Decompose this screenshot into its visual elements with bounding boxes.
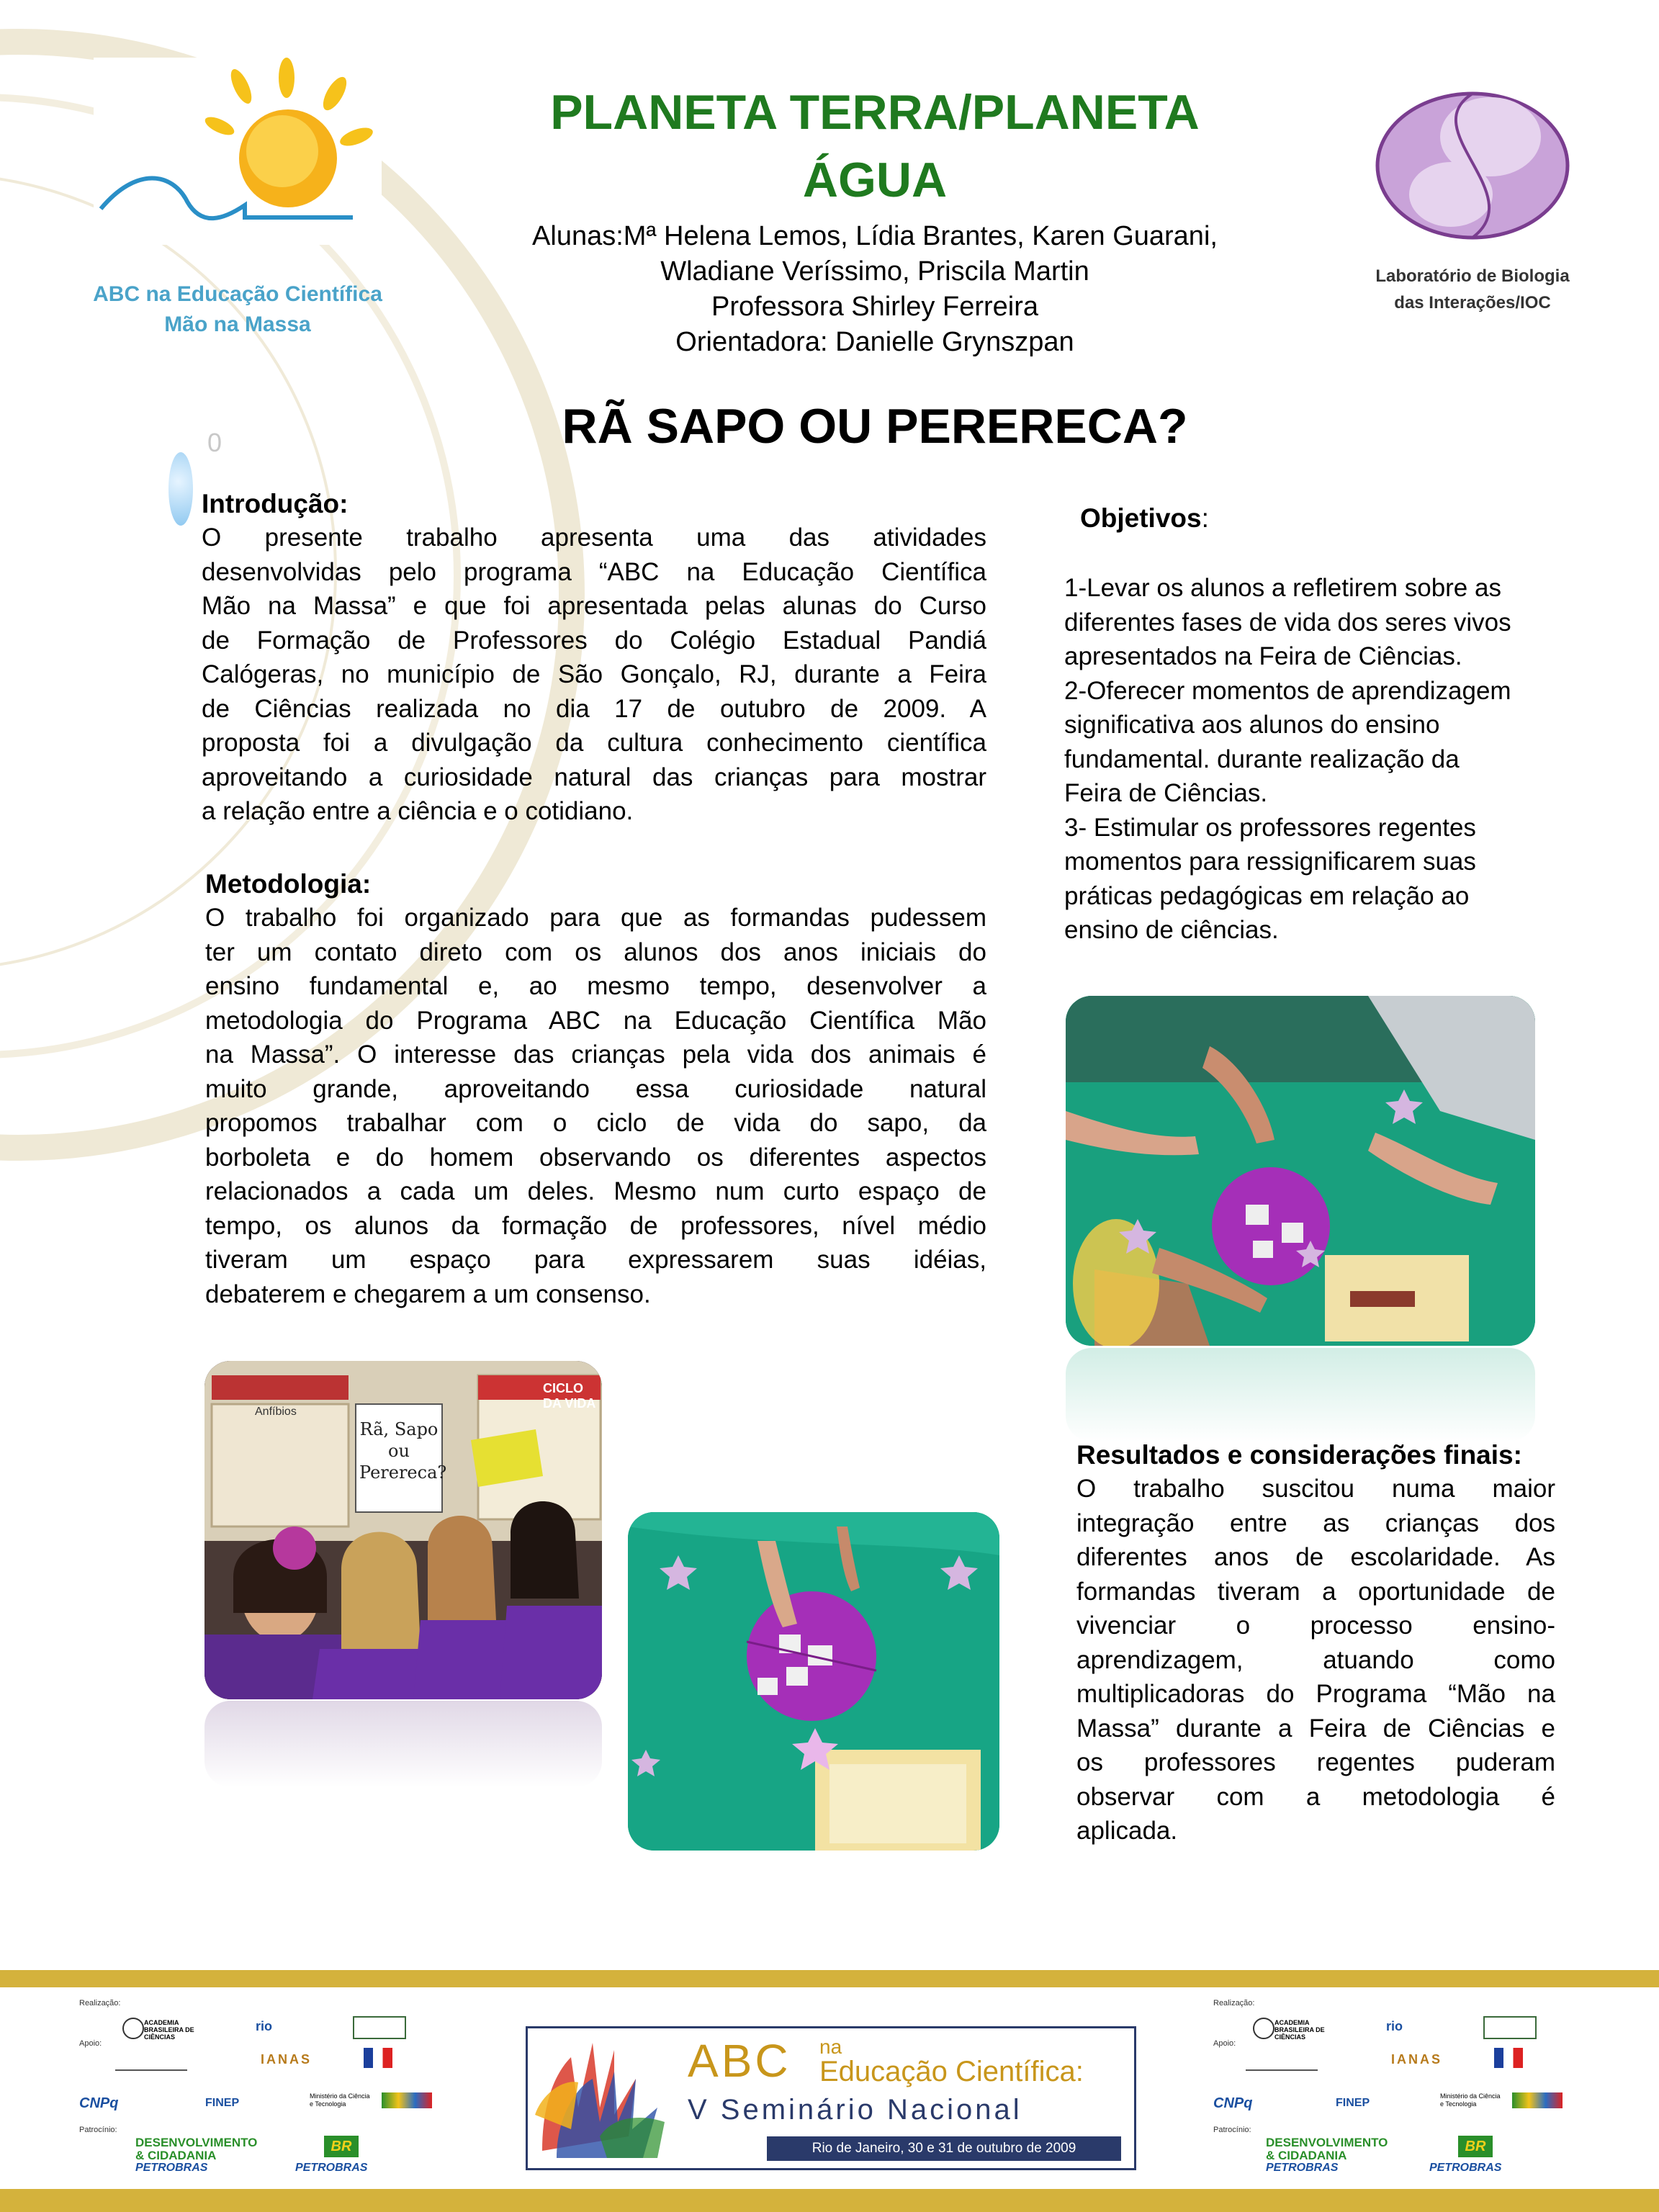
objetivos-line: 2-Oferecer momentos de aprendizagem — [1064, 676, 1511, 705]
authors-line-1: Alunas:Mª Helena Lemos, Lídia Brantes, Karen Guarani, — [532, 221, 1218, 251]
resultados-line: aprendizagem, atuando como — [1076, 1645, 1555, 1674]
decorative-oval — [168, 452, 193, 526]
resultados-line: integração entre as crianças dos — [1076, 1509, 1555, 1537]
photo-disc-table — [628, 1512, 999, 1851]
finep-logo: FINEP — [205, 2097, 240, 2109]
objetivos-line: momentos para ressignificarem suas — [1064, 848, 1476, 876]
academia-logo-right — [1253, 2018, 1339, 2039]
br-logo: BR — [324, 2136, 359, 2157]
objetivos-heading — [1080, 501, 1209, 536]
objetivos-line: diferentes fases de vida dos seres vivos — [1064, 608, 1511, 637]
metodologia-line: ter um contato direto com os alunos dos anos iniciais do — [205, 938, 986, 966]
objetivos-line: significativa aos alunos do ensino — [1064, 711, 1440, 739]
cnpq-logo: CNPq — [79, 2095, 119, 2111]
banner-date: Rio de Janeiro, 30 e 31 de outubro de 2009 — [811, 2141, 1076, 2156]
metodologia-line: tiveram um espaço para expressarem suas idéias, — [205, 1246, 986, 1274]
banner-abc: ABC — [688, 2035, 791, 2087]
metodologia-line: relacionados a cada um deles. Mesmo num curto espaço de — [205, 1177, 986, 1205]
cidadania-text-right: & CIDADANIA — [1266, 2149, 1347, 2162]
resultados-line: Massa” durante a Feira de Ciências e — [1076, 1714, 1555, 1743]
apoio-label-right: Apoio: — [1213, 2039, 1236, 2048]
right-logo-caption-2: das Interações/IOC — [1394, 293, 1551, 313]
brasil-logo-right — [1512, 2092, 1563, 2108]
page-title-line2: ÁGUA — [802, 153, 948, 207]
banner-educacao: Educação Científica: — [819, 2056, 1084, 2087]
metodologia-line: ensino fundamental e, ao mesmo tempo, desenvolver a — [205, 972, 986, 1000]
intro-text — [202, 521, 986, 829]
petrobras-text-right-1: PETROBRAS — [1266, 2162, 1339, 2174]
realizacao-label-right: Realização: — [1213, 1999, 1255, 2008]
resultados-line: formandas tiveram a oportunidade de — [1076, 1577, 1555, 1606]
metodologia-line: borboleta e do homem observando os diferentes aspectos — [205, 1143, 986, 1172]
metodologia-line: na Massa”. O interesse das crianças pela vida dos animais é — [205, 1040, 986, 1069]
footer-gold-top — [0, 1970, 1659, 1987]
authors-line-2: Wladiane Veríssimo, Priscila Martin — [660, 256, 1089, 287]
brasil-logo — [382, 2092, 432, 2108]
cnpq-logo-right: CNPq — [1213, 2095, 1253, 2111]
apoio-label: Apoio: — [79, 2039, 102, 2048]
objetivos-line: 3- Estimular os professores regentes — [1064, 813, 1476, 842]
seminario-banner — [526, 2026, 1136, 2170]
finep-logo-right: FINEP — [1336, 2097, 1370, 2109]
intro-line: desenvolvidas pelo programa “ABC na Educação Científica — [202, 557, 986, 586]
gov-logo-right — [1483, 2016, 1537, 2039]
intro-line: Mão na Massa” e que foi apresentada pelas alunas do Curso — [202, 592, 986, 620]
intro-line: proposta foi a divulgação da cultura conhecimento científica — [202, 729, 986, 757]
footer-gold-bottom — [0, 2189, 1659, 2212]
lab-biologia-logo — [1372, 86, 1573, 245]
left-logo-caption-1: ABC na Educação Científica — [93, 282, 382, 306]
intro-heading: Introdução: — [202, 489, 349, 518]
intro-line: de Formação de Professores do Colégio Estadual Pandiá — [202, 626, 986, 655]
academia-logo — [122, 2018, 209, 2039]
flag-logo-right — [1494, 2048, 1523, 2068]
objetivos-line: apresentados na Feira de Ciências. — [1064, 642, 1462, 670]
right-logo-caption-1: Laboratório de Biologia — [1375, 266, 1570, 286]
petrobras-text-right-2: PETROBRAS — [1429, 2162, 1502, 2174]
resultados-heading: Resultados e considerações finais: — [1076, 1440, 1522, 1470]
objetivos-heading-colon: : — [1201, 503, 1209, 533]
objetivos-line: ensino de ciências. — [1064, 916, 1279, 944]
metodologia-text — [205, 901, 986, 1311]
resultados-line: aplicada. — [1076, 1817, 1178, 1845]
objetivos-heading-text: Objetivos — [1080, 503, 1202, 533]
left-logo-caption-2: Mão na Massa — [164, 313, 311, 336]
fundacao-logo — [115, 2052, 187, 2071]
rio-logo: rio — [256, 2019, 273, 2033]
patrocinio-label: Patrocínio: — [79, 2126, 117, 2134]
main-title: RÃ SAPO OU PERERECA? — [562, 399, 1188, 454]
stray-char: 0 — [207, 428, 222, 457]
petrobras-text-1: PETROBRAS — [135, 2162, 208, 2174]
objetivos-text — [1064, 571, 1611, 948]
intro-line: de Ciências realizada no dia 17 de outubro de 2009. A — [202, 694, 986, 723]
photo-hands-table — [1066, 996, 1535, 1346]
metodologia-line: debaterem e chegarem a um consenso. — [205, 1280, 651, 1308]
metodologia-line: muito grande, aproveitando essa curiosidade natural — [205, 1074, 986, 1103]
desenvolvimento-text-right: DESENVOLVIMENTO — [1266, 2136, 1388, 2149]
patrocinio-label-right: Patrocínio: — [1213, 2126, 1251, 2134]
resultados-line: diferentes anos de escolaridade. As — [1076, 1543, 1555, 1571]
metodologia-heading: Metodologia: — [205, 869, 372, 899]
resultados-line: os professores regentes puderam — [1076, 1748, 1555, 1776]
metodologia-line: O trabalho foi organizado para que as formandas pudessem — [205, 904, 986, 932]
sign-anfibios: Anfíbios — [255, 1406, 297, 1418]
intro-line: aproveitando a curiosidade natural das crianças para mostrar — [202, 763, 986, 791]
sign-ciclo: CICLO DA VIDA — [543, 1381, 596, 1411]
banner-seminario: V Seminário Nacional — [688, 2094, 1022, 2126]
gov-logo — [353, 2016, 406, 2039]
objetivos-line: 1-Levar os alunos a refletirem sobre as — [1064, 574, 1501, 602]
sign-ra-sapo: Rã, Sapo ou Perereca? — [359, 1419, 447, 1483]
sponsor-block-left — [79, 1999, 482, 2186]
metodologia-line: propomos trabalhar com o ciclo de vida do sapo, da — [205, 1109, 986, 1137]
metodologia-line: metodologia do Programa ABC na Educação Científica Mão — [205, 1006, 986, 1035]
metodologia-line: tempo, os alunos da formação de professores, nível médio — [205, 1211, 986, 1240]
flag-logo — [364, 2048, 392, 2068]
page-title-line1: PLANETA TERRA/PLANETA — [550, 85, 1200, 140]
resultados-line: O trabalho suscitou numa maior — [1076, 1475, 1555, 1503]
cidadania-text: & CIDADANIA — [135, 2149, 217, 2162]
desenvolvimento-text: DESENVOLVIMENTO — [135, 2136, 258, 2149]
authors-line-3: Professora Shirley Ferreira — [711, 292, 1039, 322]
br-logo-right: BR — [1458, 2136, 1493, 2157]
lanas-logo-right: IANAS — [1391, 2052, 1443, 2067]
sun-icon — [202, 58, 375, 207]
intro-line: a relação entre a ciência e o cotidiano. — [202, 797, 634, 825]
abc-mao-na-massa-logo — [94, 58, 382, 245]
hands-logo — [528, 2028, 672, 2164]
objetivos-line: Feira de Ciências. — [1064, 779, 1268, 807]
realizacao-label: Realização: — [79, 1999, 121, 2008]
intro-line: Calógeras, no município de São Gonçalo, RJ, durante a Feira — [202, 660, 986, 688]
authors-line-4: Orientadora: Danielle Grynszpan — [675, 327, 1074, 357]
rio-logo-right: rio — [1386, 2019, 1403, 2033]
banner-na: na — [819, 2036, 842, 2058]
academia-text-right: ACADEMIA BRASILEIRA DE CIÊNCIAS — [1274, 2019, 1325, 2041]
academia-text: ACADEMIA BRASILEIRA DE CIÊNCIAS — [144, 2019, 194, 2041]
intro-line: O presente trabalho apresenta uma das atividades — [202, 523, 986, 552]
ministerio-logo: Ministério da Ciência e Tecnologia — [310, 2092, 370, 2108]
resultados-line: vivenciar o processo ensino- — [1076, 1611, 1555, 1640]
objetivos-line: fundamental. durante realização da — [1064, 745, 1460, 773]
ministerio-logo-right: Ministério da Ciência e Tecnologia — [1440, 2092, 1501, 2108]
resultados-text — [1076, 1472, 1555, 1848]
sponsor-block-right — [1213, 1999, 1617, 2186]
resultados-line: observar com a metodologia é — [1076, 1782, 1555, 1811]
fundacao-logo-right — [1246, 2052, 1318, 2071]
objetivos-line: práticas pedagógicas em relação ao — [1064, 881, 1470, 910]
photo-students — [204, 1361, 602, 1699]
petrobras-text-2: PETROBRAS — [295, 2162, 368, 2174]
photo-students-reflection — [204, 1701, 602, 1787]
resultados-line: multiplicadoras do Programa “Mão na — [1076, 1680, 1555, 1708]
photo-hands-table-reflection — [1066, 1348, 1535, 1442]
lanas-logo: IANAS — [261, 2052, 313, 2067]
